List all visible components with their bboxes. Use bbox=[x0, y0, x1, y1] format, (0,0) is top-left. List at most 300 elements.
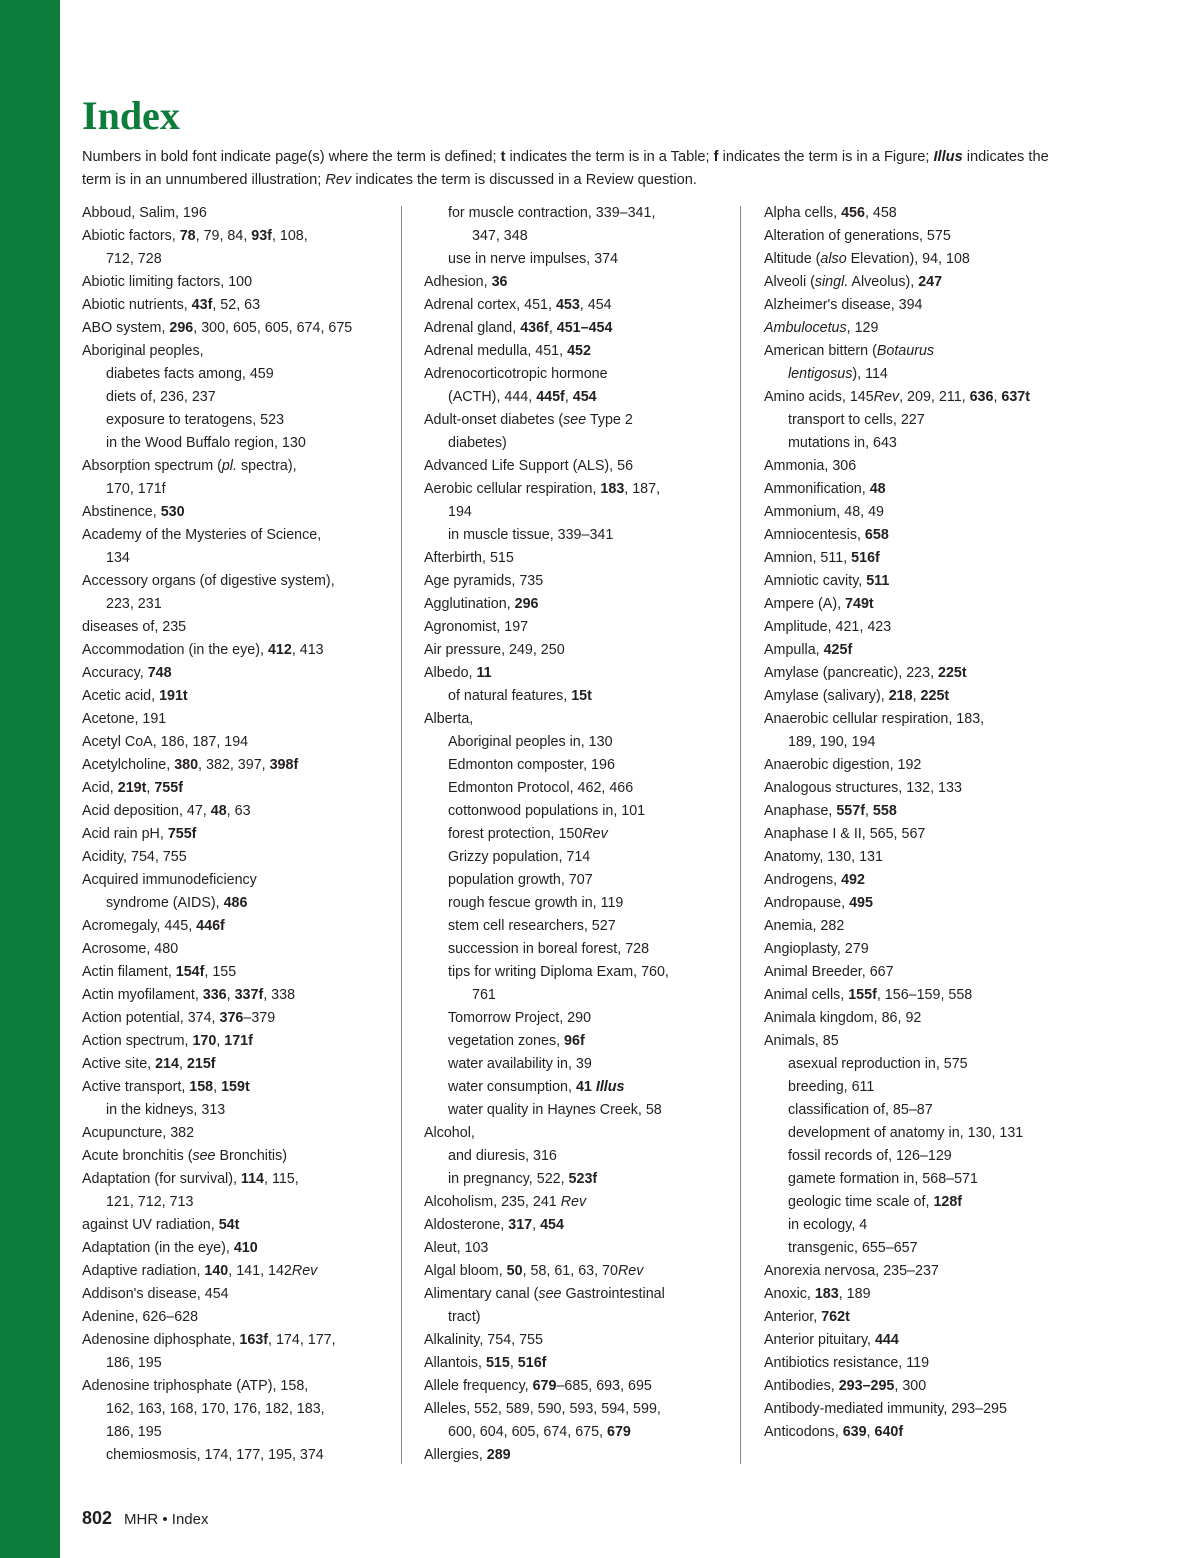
entry-text: Alberta, bbox=[424, 711, 474, 727]
entry-text: chemiosmosis, 174, 177, 195, 374 bbox=[106, 1447, 324, 1463]
index-entry bbox=[764, 938, 1094, 961]
entry-text: Active site, bbox=[82, 1056, 156, 1072]
index-entry bbox=[764, 478, 1094, 501]
entry-text: , 454 bbox=[579, 297, 612, 313]
index-entry bbox=[764, 984, 1094, 1007]
index-entry bbox=[82, 915, 392, 938]
entry-text: Acetyl CoA, 186, 187, 194 bbox=[82, 734, 249, 750]
entry-text: Animals, 85 bbox=[764, 1033, 839, 1049]
index-subentry bbox=[424, 225, 734, 248]
entry-text: 154f bbox=[175, 964, 205, 980]
entry-text: Adaptation (for survival), bbox=[82, 1171, 241, 1187]
entry-text: Alkalinity, 754, 755 bbox=[424, 1332, 543, 1348]
index-entry bbox=[82, 846, 392, 869]
entry-text: 486 bbox=[223, 895, 248, 911]
index-subentry bbox=[424, 202, 734, 225]
entry-text: t bbox=[500, 149, 506, 165]
entry-text: Rev bbox=[617, 1263, 644, 1279]
index-entry bbox=[82, 1375, 392, 1398]
entry-text: in pregnancy, 522, bbox=[448, 1171, 569, 1187]
index-subentry bbox=[424, 892, 734, 915]
entry-text: transgenic, 655–657 bbox=[788, 1240, 918, 1256]
entry-text: , bbox=[226, 987, 235, 1003]
index-entry bbox=[764, 823, 1094, 846]
entry-text: 637t bbox=[1001, 389, 1031, 405]
entry-text: water consumption, bbox=[448, 1079, 576, 1095]
entry-text: Accuracy, bbox=[82, 665, 148, 681]
entry-text: Anemia, 282 bbox=[764, 918, 845, 934]
entry-text: Amniocentesis, bbox=[764, 527, 865, 543]
entry-text: 218 bbox=[888, 688, 913, 704]
index-entry bbox=[82, 1053, 392, 1076]
entry-text: Anticodons, bbox=[764, 1424, 843, 1440]
entry-text: 189, 190, 194 bbox=[788, 734, 876, 750]
index-subentry bbox=[424, 961, 734, 984]
entry-text: 186, 195 bbox=[106, 1355, 162, 1371]
entry-text: vegetation zones, bbox=[448, 1033, 565, 1049]
index-entry bbox=[764, 869, 1094, 892]
entry-text: 171f bbox=[224, 1033, 253, 1049]
entry-text: indicates the term is in a Figure; bbox=[718, 149, 934, 165]
index-entry bbox=[424, 1398, 734, 1421]
index-entry bbox=[424, 639, 734, 662]
index-entry bbox=[424, 1191, 734, 1214]
index-entry bbox=[82, 1007, 392, 1030]
entry-text: Aerobic cellular respiration, bbox=[424, 481, 601, 497]
entry-text: , 189 bbox=[838, 1286, 871, 1302]
entry-text: 451–454 bbox=[556, 320, 613, 336]
index-subentry bbox=[764, 1099, 1094, 1122]
index-entry bbox=[82, 455, 392, 478]
entry-text: Abiotic nutrients, bbox=[82, 297, 192, 313]
entry-text: 50 bbox=[506, 1263, 523, 1279]
entry-text: Amplitude, 421, 423 bbox=[764, 619, 892, 635]
index-entry bbox=[424, 340, 734, 363]
index-entry bbox=[82, 754, 392, 777]
entry-text: Allantois, bbox=[424, 1355, 486, 1371]
index-subentry bbox=[424, 1007, 734, 1030]
index-entry bbox=[82, 708, 392, 731]
index-subentry bbox=[82, 248, 392, 271]
entry-text: Numbers in bold font indicate page(s) where the term is defined; bbox=[82, 149, 501, 165]
index-subentry bbox=[424, 1099, 734, 1122]
entry-text: Tomorrow Project, 290 bbox=[448, 1010, 592, 1026]
index-subentry bbox=[424, 685, 734, 708]
index-entry bbox=[764, 1329, 1094, 1352]
index-entry bbox=[424, 1329, 734, 1352]
entry-text: , 52, 63 bbox=[212, 297, 261, 313]
entry-text: population growth, 707 bbox=[448, 872, 593, 888]
index-entry bbox=[82, 1260, 392, 1283]
index-entry bbox=[82, 731, 392, 754]
entry-text: 444 bbox=[874, 1332, 899, 1348]
entry-text: Abstinence, bbox=[82, 504, 161, 520]
index-entry bbox=[82, 225, 392, 248]
entry-text: 557f bbox=[836, 803, 865, 819]
entry-text: Elevation), 94, 108 bbox=[846, 251, 970, 267]
index-subentry bbox=[82, 1444, 392, 1467]
entry-text: American bittern ( bbox=[764, 343, 877, 359]
entry-text: Allele frequency, bbox=[424, 1378, 533, 1394]
entry-text: Androgens, bbox=[764, 872, 842, 888]
entry-text: Adrenocorticotropic hormone bbox=[424, 366, 608, 382]
entry-text: 128f bbox=[933, 1194, 963, 1210]
index-entry bbox=[82, 294, 392, 317]
index-entry bbox=[764, 800, 1094, 823]
entry-text: 516f bbox=[517, 1355, 547, 1371]
entry-text: Academy of the Mysteries of Science, bbox=[82, 527, 322, 543]
entry-text: Adenosine triphosphate (ATP), 158, bbox=[82, 1378, 309, 1394]
entry-text: 347, 348 bbox=[472, 228, 528, 244]
entry-text: cottonwood populations in, 101 bbox=[448, 803, 646, 819]
entry-text: gamete formation in, 568–571 bbox=[788, 1171, 978, 1187]
entry-text: Adhesion, bbox=[424, 274, 492, 290]
entry-text: see bbox=[538, 1286, 562, 1302]
index-entry bbox=[764, 1352, 1094, 1375]
entry-text: Acidity, 754, 755 bbox=[82, 849, 187, 865]
entry-text: 183 bbox=[600, 481, 625, 497]
index-subentry bbox=[764, 1076, 1094, 1099]
entry-text: Acetic acid, bbox=[82, 688, 160, 704]
entry-text: 436f bbox=[520, 320, 549, 336]
entry-text: 114 bbox=[240, 1171, 264, 1187]
index-subentry bbox=[424, 915, 734, 938]
entry-text: 219t bbox=[117, 780, 147, 796]
entry-text: Botaurus bbox=[876, 343, 935, 359]
index-entry bbox=[424, 271, 734, 294]
entry-text: in muscle tissue, 339–341 bbox=[448, 527, 614, 543]
entry-text: Action spectrum, bbox=[82, 1033, 193, 1049]
page-title: Index bbox=[82, 93, 180, 138]
entry-text: 140 bbox=[204, 1263, 229, 1279]
index-entry bbox=[82, 1030, 392, 1053]
entry-text: ABO system, bbox=[82, 320, 170, 336]
index-entry bbox=[764, 1306, 1094, 1329]
entry-text: 214 bbox=[155, 1056, 179, 1072]
index-subentry bbox=[82, 593, 392, 616]
index-entry bbox=[82, 524, 392, 547]
entry-text: , bbox=[912, 688, 921, 704]
index-subentry bbox=[764, 1191, 1094, 1214]
entry-text: Rev bbox=[291, 1263, 318, 1279]
entry-text: Illus bbox=[933, 149, 963, 165]
index-entry bbox=[82, 662, 392, 685]
entry-text: 679 bbox=[532, 1378, 557, 1394]
index-subentry bbox=[764, 1122, 1094, 1145]
entry-text: 289 bbox=[486, 1447, 511, 1463]
index-entry bbox=[764, 271, 1094, 294]
entry-text: 162, 163, 168, 170, 176, 182, 183, bbox=[106, 1401, 325, 1417]
index-entry bbox=[82, 1122, 392, 1145]
index-entry bbox=[82, 1214, 392, 1237]
entry-text: Addison's disease, 454 bbox=[82, 1286, 229, 1302]
entry-text: 530 bbox=[160, 504, 185, 520]
entry-text: 452 bbox=[567, 343, 591, 359]
entry-text: indicates the term is in an unnumbered illustration; bbox=[82, 149, 1049, 188]
entry-text: 225t bbox=[920, 688, 950, 704]
index-entry bbox=[764, 892, 1094, 915]
index-column-3 bbox=[764, 202, 1094, 1444]
index-subentry bbox=[424, 1076, 734, 1099]
entry-text: 425f bbox=[823, 642, 853, 658]
entry-text: 183 bbox=[814, 1286, 839, 1302]
index-entry bbox=[424, 363, 734, 386]
entry-text: Anaerobic cellular respiration, 183, bbox=[764, 711, 985, 727]
entry-text: Active transport, bbox=[82, 1079, 190, 1095]
entry-text: syndrome (AIDS), bbox=[106, 895, 224, 911]
index-entry bbox=[764, 317, 1094, 340]
index-entry bbox=[764, 340, 1094, 363]
index-subentry bbox=[424, 1030, 734, 1053]
index-entry bbox=[764, 915, 1094, 938]
entry-text: 96f bbox=[564, 1033, 585, 1049]
entry-text: 170 bbox=[192, 1033, 217, 1049]
entry-text: 215f bbox=[186, 1056, 216, 1072]
entry-text: Age pyramids, 735 bbox=[424, 573, 544, 589]
entry-text: , 108, bbox=[271, 228, 308, 244]
entry-text: Ampulla, bbox=[764, 642, 824, 658]
index-entry bbox=[82, 961, 392, 984]
index-entry bbox=[424, 455, 734, 478]
index-entry bbox=[424, 317, 734, 340]
index-subentry bbox=[424, 386, 734, 409]
entry-text: Amylase (pancreatic), 223, bbox=[764, 665, 939, 681]
entry-text: 558 bbox=[872, 803, 897, 819]
entry-text: 337f bbox=[234, 987, 264, 1003]
entry-text: Adaptive radiation, bbox=[82, 1263, 205, 1279]
entry-text: 456 bbox=[841, 205, 865, 221]
entry-text: Amino acids, 145 bbox=[764, 389, 874, 405]
index-subentry bbox=[424, 1306, 734, 1329]
entry-text: , bbox=[216, 1033, 225, 1049]
index-subentry bbox=[424, 823, 734, 846]
entry-text: 454 bbox=[540, 1217, 564, 1233]
entry-text: Anatomy, 130, 131 bbox=[764, 849, 883, 865]
index-entry bbox=[424, 1122, 734, 1145]
entry-text: Antibodies, bbox=[764, 1378, 839, 1394]
entry-text: 36 bbox=[491, 274, 508, 290]
entry-text: Rev bbox=[582, 826, 608, 842]
entry-text: stem cell researchers, 527 bbox=[448, 918, 616, 934]
entry-text: 412 bbox=[267, 642, 292, 658]
entry-text: Accommodation (in the eye), bbox=[82, 642, 268, 658]
index-subentry bbox=[424, 800, 734, 823]
entry-text: Air pressure, 249, 250 bbox=[424, 642, 565, 658]
entry-text: , bbox=[864, 803, 873, 819]
index-entry bbox=[424, 616, 734, 639]
entry-text: indicates the term is in a Table; bbox=[505, 149, 714, 165]
entry-text: tips for writing Diploma Exam, 760, bbox=[448, 964, 669, 980]
entry-text: Adaptation (in the eye), bbox=[82, 1240, 234, 1256]
index-entry bbox=[764, 1007, 1094, 1030]
entry-text: Acrosome, 480 bbox=[82, 941, 179, 957]
index-subentry bbox=[424, 432, 734, 455]
entry-text: , 300, 605, 605, 674, 675 bbox=[193, 320, 353, 336]
entry-text: f bbox=[713, 149, 719, 165]
entry-text: –379 bbox=[243, 1010, 276, 1026]
entry-text: Edmonton composter, 196 bbox=[448, 757, 615, 773]
entry-text: diabetes) bbox=[448, 435, 507, 451]
entry-text: Aleut, 103 bbox=[424, 1240, 489, 1256]
entry-text: 492 bbox=[841, 872, 865, 888]
entry-text: , 338 bbox=[263, 987, 296, 1003]
entry-text: 54t bbox=[218, 1217, 240, 1233]
index-entry bbox=[424, 294, 734, 317]
entry-text: Albedo, bbox=[424, 665, 477, 681]
entry-text: succession in boreal forest, 728 bbox=[448, 941, 650, 957]
entry-text: in the Wood Buffalo region, 130 bbox=[106, 435, 306, 451]
entry-text: 225t bbox=[938, 665, 967, 681]
entry-text: , 115, bbox=[264, 1171, 299, 1187]
entry-text: , 174, 177, bbox=[268, 1332, 336, 1348]
index-column-2 bbox=[424, 202, 734, 1467]
index-subentry bbox=[764, 432, 1094, 455]
entry-text: Adrenal medulla, 451, bbox=[424, 343, 568, 359]
entry-text: Andropause, bbox=[764, 895, 850, 911]
index-subentry bbox=[82, 1352, 392, 1375]
entry-text: in the kidneys, 313 bbox=[106, 1102, 226, 1118]
entry-text: Acid, bbox=[82, 780, 118, 796]
index-entry bbox=[424, 1375, 734, 1398]
entry-text: Anterior pituitary, bbox=[764, 1332, 875, 1348]
index-entry bbox=[764, 1283, 1094, 1306]
entry-text: Antibiotics resistance, 119 bbox=[764, 1355, 930, 1371]
entry-text: diseases of, 235 bbox=[82, 619, 187, 635]
green-sidebar-bar bbox=[0, 0, 60, 1558]
index-subentry bbox=[424, 1053, 734, 1076]
index-entry bbox=[764, 708, 1094, 731]
entry-text: Aboriginal peoples, bbox=[82, 343, 204, 359]
entry-text: , bbox=[993, 389, 1002, 405]
entry-text: 48 bbox=[869, 481, 886, 497]
entry-text: Alimentary canal ( bbox=[424, 1286, 539, 1302]
entry-text: use in nerve impulses, 374 bbox=[448, 251, 619, 267]
index-subentry bbox=[424, 501, 734, 524]
entry-text: Adrenal gland, bbox=[424, 320, 521, 336]
entry-text: , 209, 211, bbox=[899, 389, 970, 405]
entry-text: Agglutination, bbox=[424, 596, 515, 612]
index-subentry bbox=[424, 777, 734, 800]
index-entry bbox=[424, 570, 734, 593]
entry-text: 159t bbox=[221, 1079, 250, 1095]
index-column-1 bbox=[82, 202, 392, 1467]
index-entry bbox=[764, 455, 1094, 478]
entry-text: Ampere (A), bbox=[764, 596, 846, 612]
entry-text: 748 bbox=[147, 665, 172, 681]
index-entry bbox=[764, 685, 1094, 708]
index-entry bbox=[424, 1283, 734, 1306]
index-entry bbox=[764, 202, 1094, 225]
entry-text: Animal Breeder, 667 bbox=[764, 964, 894, 980]
index-entry bbox=[424, 547, 734, 570]
entry-text: tract) bbox=[448, 1309, 481, 1325]
index-entry bbox=[764, 570, 1094, 593]
entry-text: diabetes facts among, 459 bbox=[106, 366, 274, 382]
index-entry bbox=[764, 1030, 1094, 1053]
entry-text: 11 bbox=[476, 665, 492, 681]
entry-text: Acromegaly, 445, bbox=[82, 918, 197, 934]
index-entry bbox=[424, 1260, 734, 1283]
index-entry bbox=[82, 1283, 392, 1306]
entry-text: Acetone, 191 bbox=[82, 711, 167, 727]
entry-text: , bbox=[146, 780, 155, 796]
index-subentry bbox=[424, 984, 734, 1007]
entry-text: 43f bbox=[191, 297, 213, 313]
entry-text: 679 bbox=[607, 1424, 631, 1440]
index-subentry bbox=[82, 363, 392, 386]
index-entry bbox=[82, 1168, 392, 1191]
index-entry bbox=[82, 1237, 392, 1260]
entry-text: 761 bbox=[472, 987, 496, 1003]
entry-text: Adenosine diphosphate, bbox=[82, 1332, 240, 1348]
index-subentry bbox=[82, 547, 392, 570]
index-entry bbox=[764, 593, 1094, 616]
entry-text: Advanced Life Support (ALS), 56 bbox=[424, 458, 634, 474]
index-intro-note bbox=[82, 146, 1072, 192]
entry-text: Aldosterone, bbox=[424, 1217, 509, 1233]
entry-text: , 382, 397, bbox=[198, 757, 270, 773]
entry-text: Acupuncture, 382 bbox=[82, 1125, 195, 1141]
entry-text: Acetylcholine, bbox=[82, 757, 175, 773]
index-entry bbox=[82, 570, 392, 593]
entry-text: 48 bbox=[210, 803, 227, 819]
entry-text: Accessory organs (of digestive system), bbox=[82, 573, 335, 589]
entry-text: in ecology, 4 bbox=[788, 1217, 868, 1233]
index-subentry bbox=[764, 1237, 1094, 1260]
entry-text: also bbox=[820, 251, 847, 267]
index-entry bbox=[82, 984, 392, 1007]
entry-text: 658 bbox=[864, 527, 889, 543]
entry-text: Bronchitis) bbox=[215, 1148, 288, 1164]
index-entry bbox=[764, 616, 1094, 639]
entry-text: development of anatomy in, 130, 131 bbox=[788, 1125, 1024, 1141]
index-entry bbox=[82, 1076, 392, 1099]
entry-text: Adrenal cortex, 451, bbox=[424, 297, 556, 313]
index-entry bbox=[82, 501, 392, 524]
entry-text: , 79, 84, bbox=[195, 228, 252, 244]
entry-text: Abiotic factors, bbox=[82, 228, 180, 244]
entry-text: singl. bbox=[814, 274, 849, 290]
index-subentry bbox=[424, 754, 734, 777]
entry-text: Agronomist, 197 bbox=[424, 619, 529, 635]
entry-text: 511 bbox=[866, 573, 890, 589]
entry-text: of natural features, bbox=[448, 688, 572, 704]
index-entry bbox=[424, 1237, 734, 1260]
entry-text: , bbox=[509, 1355, 518, 1371]
entry-text: mutations in, 643 bbox=[788, 435, 897, 451]
entry-text: Afterbirth, 515 bbox=[424, 550, 514, 566]
entry-text: –685, 693, 695 bbox=[556, 1378, 652, 1394]
entry-text: Alcohol, bbox=[424, 1125, 475, 1141]
index-entry bbox=[764, 248, 1094, 271]
index-subentry bbox=[82, 478, 392, 501]
entry-text: , 63 bbox=[226, 803, 251, 819]
index-subentry bbox=[424, 846, 734, 869]
entry-text: Angioplasty, 279 bbox=[764, 941, 869, 957]
index-entry bbox=[82, 800, 392, 823]
entry-text: Rev bbox=[325, 172, 352, 188]
index-entry bbox=[82, 1306, 392, 1329]
index-subentry bbox=[764, 363, 1094, 386]
index-entry bbox=[82, 938, 392, 961]
index-subentry bbox=[424, 869, 734, 892]
entry-text: , 141, 142 bbox=[228, 1263, 292, 1279]
index-subentry bbox=[764, 1053, 1094, 1076]
entry-text: 317 bbox=[508, 1217, 533, 1233]
index-entry bbox=[82, 1145, 392, 1168]
entry-text: 163f bbox=[239, 1332, 269, 1348]
entry-text: Abboud, Salim, 196 bbox=[82, 205, 207, 221]
